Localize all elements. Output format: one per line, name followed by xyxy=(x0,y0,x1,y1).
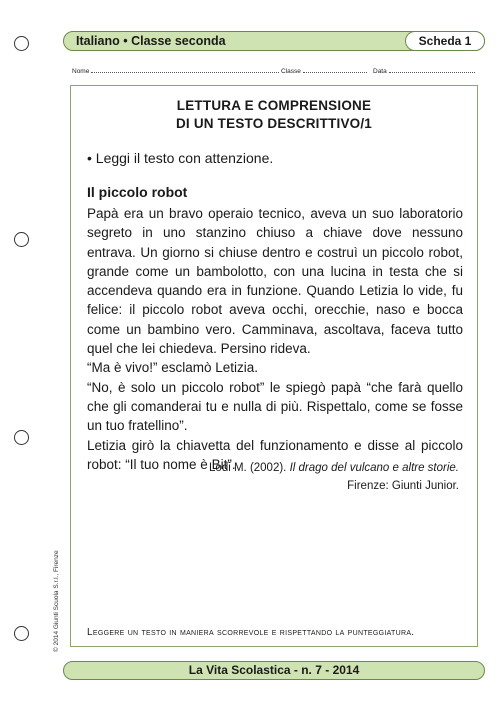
title-line-2: DI UN TESTO DESCRITTIVO/1 xyxy=(175,116,373,131)
sheet-label: Scheda 1 xyxy=(405,31,485,51)
story-paragraph: “Ma è vivo!” esclamò Letizia. xyxy=(87,360,259,376)
binder-hole xyxy=(14,36,29,51)
date-label: Data xyxy=(373,68,387,75)
instruction: • Leggi il testo con attenzione. xyxy=(87,150,274,166)
story-paragraph: “No, è solo un piccolo robot” le spiegò papà “che farà quello che gli comanderai tu e nulla di più. Rispettalo, come se fosse un tuo fratellino”. xyxy=(87,379,463,434)
name-field xyxy=(72,67,279,75)
class-field xyxy=(281,67,367,75)
citation-author: Lodi M. (2002). xyxy=(209,462,287,474)
citation-publisher: Firenze: Giunti Junior. xyxy=(347,480,459,492)
story-text xyxy=(87,204,463,474)
title-line-1: LETTURA E COMPRENSIONE xyxy=(176,98,372,113)
footer-bar: La Vita Scolastica - n. 7 - 2014 xyxy=(63,661,485,680)
name-label: Nome xyxy=(72,68,90,75)
binder-hole xyxy=(14,232,29,247)
story-title: Il piccolo robot xyxy=(87,184,188,200)
content-box xyxy=(70,85,478,647)
header-bar xyxy=(63,31,485,51)
copyright: © 2014 Giunti Scuola S.r.l., Firenze xyxy=(53,550,60,652)
footer-note: Leggere un testo in maniera scorrevole e rispettando la punteggiatura. xyxy=(87,627,415,638)
date-field xyxy=(373,67,475,75)
citation-work: Il drago del vulcano e altre storie. xyxy=(289,462,459,474)
citation xyxy=(209,459,459,495)
story-paragraph: Papà era un bravo operaio tecnico, aveva un suo laboratorio segreto in uno stanzino chiuso a chiave dove nessuno entrava. Un giorno si chiuse dentro e costruì un piccolo robot, grande come un bambolotto, con una lucina in testa che si accendeva quando era in funzione. Quando Letizia lo vide, fu felice: il piccolo robot aveva occhi, orecchie, naso e bocca come un bambino vero. Camminava, ascoltava, faceva tutto quel che lei chiedeva. Persino rideva. xyxy=(87,206,463,357)
story-paragraph: Letizia girò la chiavetta del funzionamento e disse al piccolo robot: “Il tuo nome è Bit”. xyxy=(87,437,463,472)
binder-hole xyxy=(14,430,29,445)
class-label: Classe xyxy=(281,68,301,75)
subject-label: Italiano • Classe seconda xyxy=(76,34,226,48)
binder-hole xyxy=(14,626,29,641)
